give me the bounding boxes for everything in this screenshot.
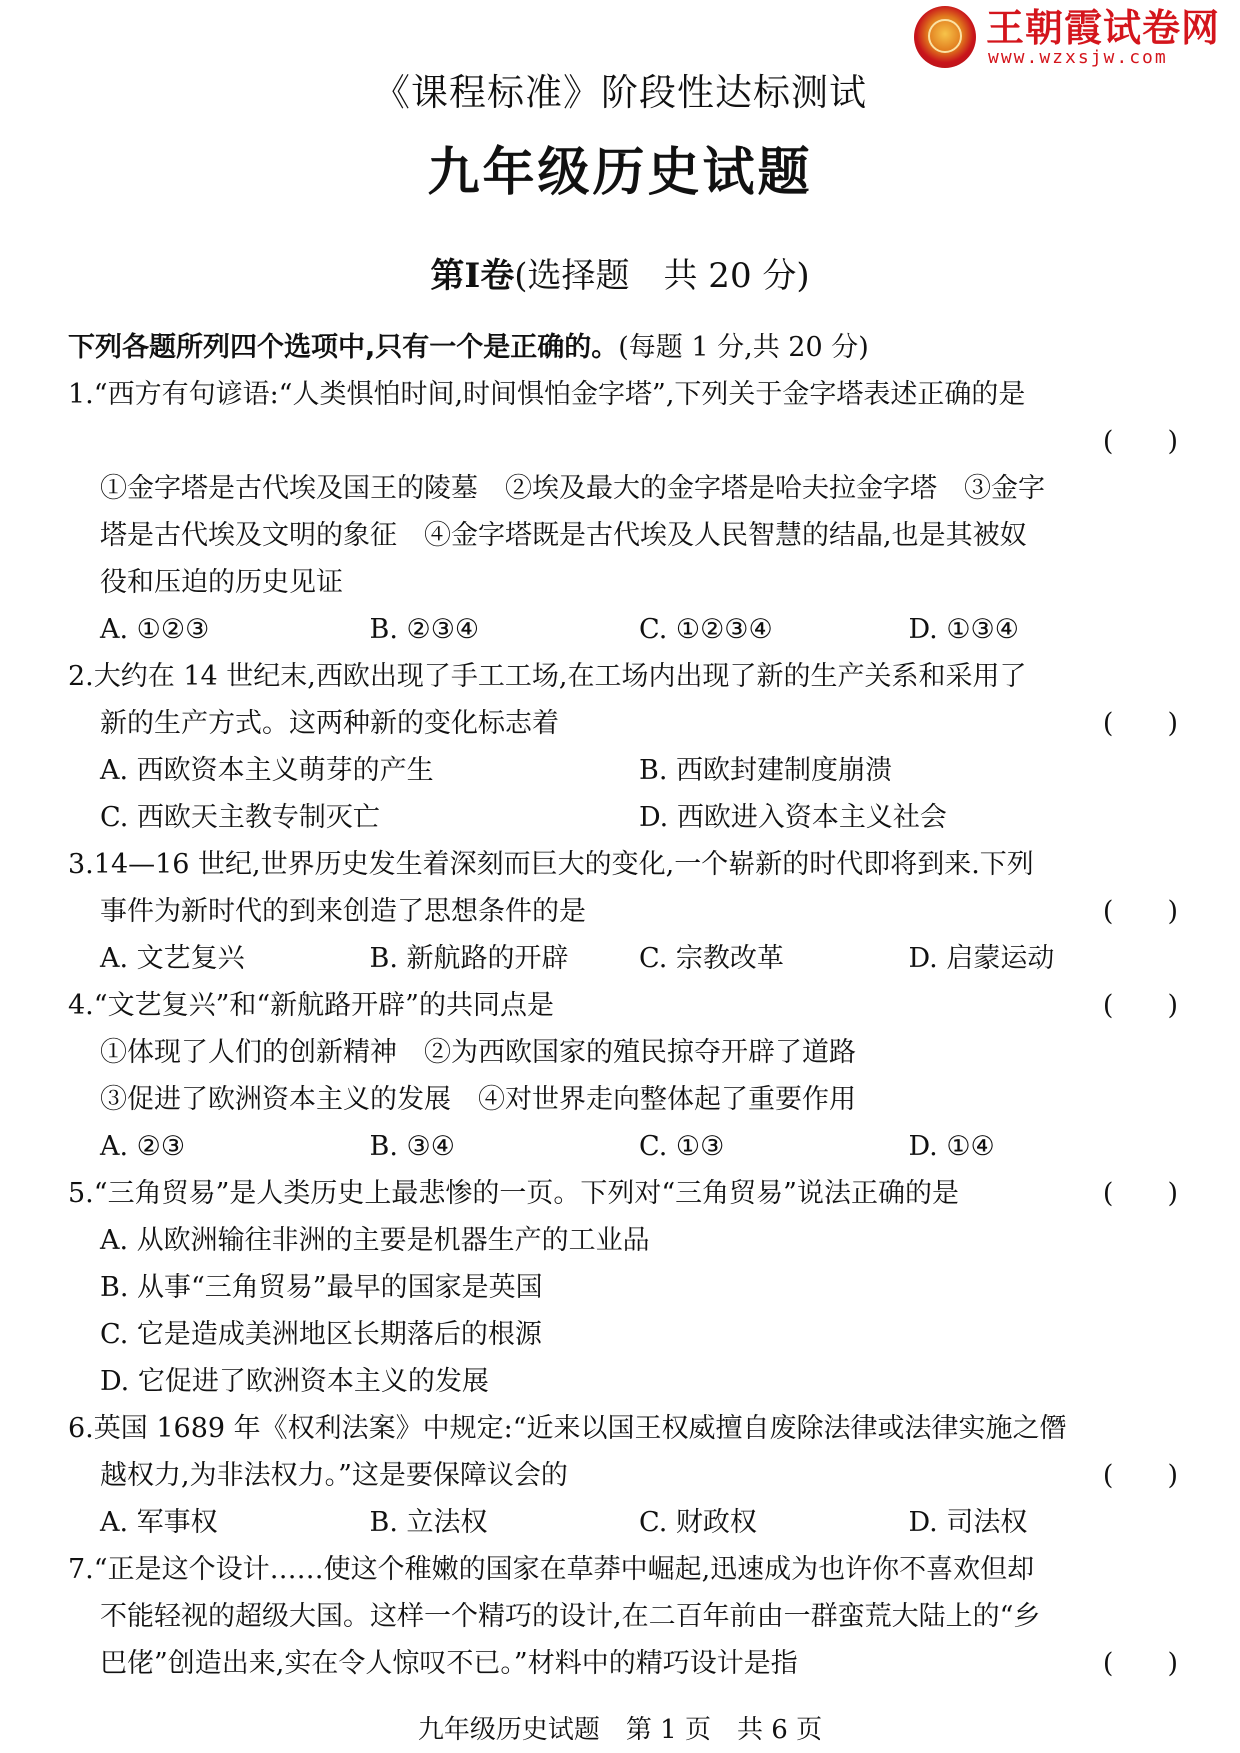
option-b: B. 新航路的开辟 bbox=[369, 943, 569, 974]
answer-bracket: ( ) bbox=[1102, 896, 1178, 927]
option-a: A. 从欧洲输往非洲的主要是机器生产的工业品 bbox=[100, 1225, 650, 1256]
option-d: D. 它促进了欧洲资本主义的发展 bbox=[100, 1366, 489, 1397]
section-rest: (选择题 共 20 分) bbox=[514, 256, 810, 296]
answer-bracket: ( ) bbox=[1102, 708, 1178, 739]
answer-bracket: ( ) bbox=[1102, 1460, 1178, 1491]
q2-options-row bbox=[68, 794, 1178, 841]
q1-answer-line bbox=[68, 418, 1178, 465]
option-a: A. ②③ bbox=[100, 1131, 186, 1162]
q7-stem: 7.“正是这个设计……使这个稚嫩的国家在草莽中崛起,迅速成为也许你不喜欢但却 bbox=[68, 1554, 1035, 1585]
q3-stem-cont bbox=[68, 888, 1178, 935]
q1-item: ①金字塔是古代埃及国王的陵墓 ②埃及最大的金字塔是哈夫拉金字塔 ③金字 bbox=[100, 473, 1045, 504]
site-logo bbox=[914, 6, 1236, 68]
q6-stem: 6.英国 1689 年《权利法案》中规定:“近来以国王权威擅自废除法律或法律实施之僭 bbox=[68, 1413, 1067, 1444]
instructions bbox=[68, 324, 1178, 371]
seal-icon bbox=[914, 6, 976, 68]
option-a: A. 文艺复兴 bbox=[100, 943, 245, 974]
section-main: 第Ⅰ卷 bbox=[430, 256, 515, 296]
option-c: C. 财政权 bbox=[639, 1507, 757, 1538]
q6-stem-text: 越权力,为非法权力。”这是要保障议会的 bbox=[100, 1460, 568, 1491]
option-d: D. ①③④ bbox=[908, 614, 1019, 645]
option-b: B. ③④ bbox=[369, 1131, 455, 1162]
option-b: B. 立法权 bbox=[369, 1507, 488, 1538]
q1-stem bbox=[68, 371, 1178, 418]
option-c: C. 它是造成美洲地区长期落后的根源 bbox=[100, 1319, 542, 1350]
option-c: C. 西欧天主教专制灭亡 bbox=[100, 802, 380, 833]
q2-stem-cont bbox=[68, 700, 1178, 747]
q3-options bbox=[68, 935, 1178, 982]
page-footer: 九年级历史试题 第 1 页 共 6 页 bbox=[417, 1715, 823, 1745]
exam-subtitle: 《课程标准》阶段性达标测试 bbox=[373, 71, 867, 114]
option-d: D. 西欧进入资本主义社会 bbox=[639, 802, 947, 833]
option-c: C. ①②③④ bbox=[639, 614, 773, 645]
instructions-text: 下列各题所列四个选项中,只有一个是正确的。 bbox=[68, 332, 619, 363]
q2-stem-text: 新的生产方式。这两种新的变化标志着 bbox=[100, 708, 559, 739]
option-a: A. 西欧资本主义萌芽的产生 bbox=[100, 755, 434, 786]
answer-bracket: ( ) bbox=[1102, 990, 1178, 1021]
q4-options bbox=[68, 1123, 1178, 1170]
q1-item: 役和压迫的历史见证 bbox=[100, 567, 343, 598]
q7-stem-cont: 不能轻视的超级大国。这样一个精巧的设计,在二百年前由一群蛮荒大陆上的“乡 bbox=[100, 1601, 1041, 1632]
q3-stem-text: 事件为新时代的到来创造了思想条件的是 bbox=[100, 896, 586, 927]
q5-stem-text: 5.“三角贸易”是人类历史上最悲惨的一页。下列对“三角贸易”说法正确的是 bbox=[68, 1178, 959, 1209]
option-b: B. ②③④ bbox=[369, 614, 480, 645]
question-list bbox=[68, 324, 1178, 1687]
q3-stem: 3.14—16 世纪,世界历史发生着深刻而巨大的变化,一个崭新的时代即将到来.下列 bbox=[68, 849, 1034, 880]
option-c: C. 宗教改革 bbox=[639, 943, 784, 974]
exam-title: 九年级历史试题 bbox=[427, 142, 813, 203]
q4-stem-text: 4.“文艺复兴”和“新航路开辟”的共同点是 bbox=[68, 990, 554, 1021]
logo-brand: 王朝霞试卷网 bbox=[986, 6, 1221, 50]
q5-stem bbox=[68, 1170, 1178, 1217]
q1-stem-text: 1.“西方有句谚语:“人类惧怕时间,时间惧怕金字塔”,下列关于金字塔表述正确的是 bbox=[68, 379, 1026, 410]
q2-options-row bbox=[68, 747, 1178, 794]
q4-item: ①体现了人们的创新精神 ②为西欧国家的殖民掠夺开辟了道路 bbox=[100, 1037, 856, 1068]
q1-options bbox=[68, 606, 1178, 653]
option-d: D. ①④ bbox=[908, 1131, 995, 1162]
q2-stem: 2.大约在 14 世纪末,西欧出现了手工工场,在工场内出现了新的生产关系和采用了 bbox=[68, 661, 1027, 692]
q6-stem-cont bbox=[68, 1452, 1178, 1499]
option-a: A. 军事权 bbox=[100, 1507, 218, 1538]
q7-stem-text: 巴佬”创造出来,实在令人惊叹不已。”材料中的精巧设计是指 bbox=[100, 1648, 798, 1679]
option-b: B. 西欧封建制度崩溃 bbox=[639, 755, 893, 786]
q1-item: 塔是古代埃及文明的象征 ④金字塔既是古代埃及人民智慧的结晶,也是其被奴 bbox=[100, 520, 1027, 551]
section-heading bbox=[0, 252, 1240, 300]
q4-stem bbox=[68, 982, 1178, 1029]
logo-url: www.wzxsjw.com bbox=[988, 47, 1168, 68]
option-b: B. 从事“三角贸易”最早的国家是英国 bbox=[100, 1272, 543, 1303]
option-c: C. ①③ bbox=[639, 1131, 725, 1162]
option-d: D. 启蒙运动 bbox=[908, 943, 1055, 974]
q4-item: ③促进了欧洲资本主义的发展 ④对世界走向整体起了重要作用 bbox=[100, 1084, 856, 1115]
instructions-note: (每题 1 分,共 20 分) bbox=[618, 332, 869, 363]
option-a: A. ①②③ bbox=[100, 614, 210, 645]
answer-bracket: ( ) bbox=[1102, 1648, 1178, 1679]
answer-bracket: ( ) bbox=[1102, 1178, 1178, 1209]
q6-options bbox=[68, 1499, 1178, 1546]
answer-bracket: ( ) bbox=[1102, 426, 1178, 457]
q7-stem-cont bbox=[68, 1640, 1178, 1687]
option-d: D. 司法权 bbox=[908, 1507, 1028, 1538]
